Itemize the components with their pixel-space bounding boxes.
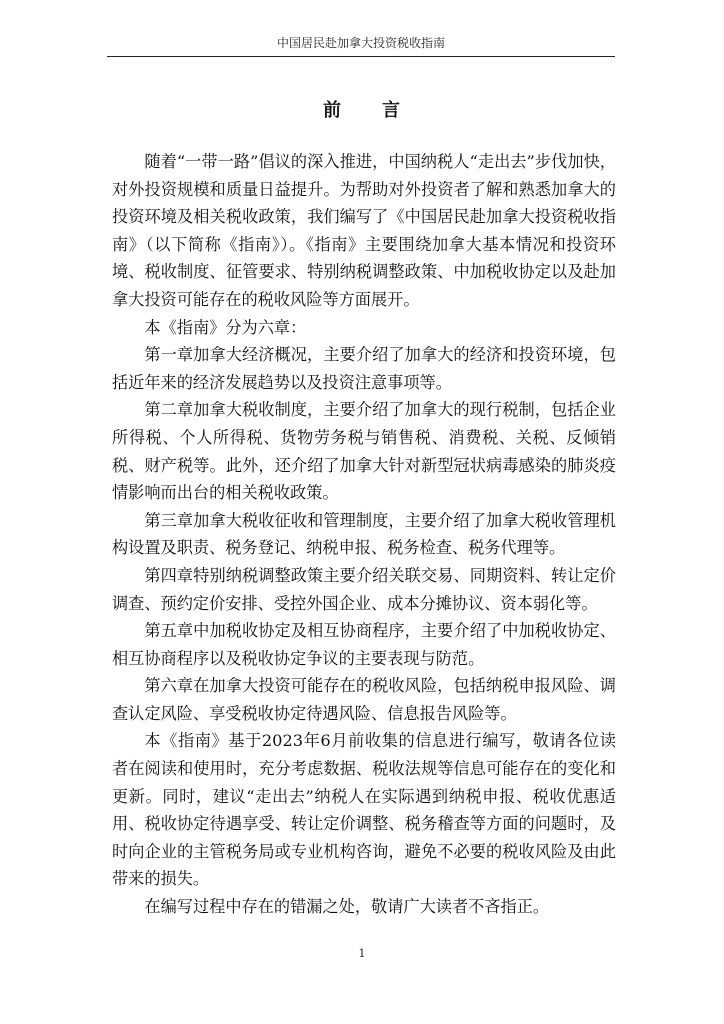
paragraph-disclaimer: 本《指南》基于2023年6月前收集的信息进行编写，敬请各位读者在阅读和使用时，充分考虑数据、税收法规等信息可能存在的变化和更新。同时，建议“走出去”纳税人在实际遇到纳税申报、税收优惠适用、税收协定待遇享受、转让定价调整、税务稽查等方面的问题时，及时向企业的主管税务局或专业机构咨询，避免不必要的税收风险及由此带来的损失。: [112, 731, 616, 889]
preface-body: [112, 148, 616, 921]
paragraph-chapter-3: 第三章加拿大税收征收和管理制度，主要介绍了加拿大税收管理机构设置及职责、税务登记、纳税申报、税务检查、税务代理等。: [112, 510, 616, 558]
page-title: [0, 97, 724, 125]
paragraph-chapter-4: 第四章特别纳税调整政策主要介绍关联交易、同期资料、转让定价调查、预约定价安排、受控外国企业、成本分摊协议、资本弱化等。: [112, 565, 616, 613]
page-title-part2: 言: [382, 100, 401, 121]
running-header: 中国居民赴加拿大投资税收指南: [107, 32, 615, 57]
paragraph-chapter-2: 第二章加拿大税收制度，主要介绍了加拿大的现行税制，包括企业所得税、个人所得税、货物劳务税与销售税、消费税、关税、反倾销税、财产税等。此外，还介绍了加拿大针对新型冠状病毒感染的肺炎疫情影响而出台的相关税收政策。: [112, 400, 616, 503]
paragraph-intro: 随着“一带一路”倡议的深入推进，中国纳税人“走出去”步伐加快，对外投资规模和质量日益提升。为帮助对外投资者了解和熟悉加拿大的投资环境及相关税收政策，我们编写了《中国居民赴加拿大投资税收指南》（以下简称《指南》）。《指南》主要围绕加拿大基本情况和投资环境、税收制度、征管要求、特别纳税调整政策、中加税收协定以及赴加拿大投资可能存在的税收风险等方面展开。: [112, 152, 616, 309]
page-title-part1: 前: [323, 100, 342, 121]
page-number: 1: [358, 947, 366, 960]
paragraph-structure: 本《指南》分为六章：: [144, 317, 307, 337]
paragraph-chapter-1: 第一章加拿大经济概况，主要介绍了加拿大的经济和投资环境，包括近年来的经济发展趋势以及投资注意事项等。: [112, 345, 616, 392]
paragraph-closing: 在编写过程中存在的错漏之处，敬请广大读者不吝指正。: [144, 897, 550, 917]
paragraph-chapter-6: 第六章在加拿大投资可能存在的税收风险，包括纳税申报风险、调查认定风险、享受税收协定待遇风险、信息报告风险等。: [112, 676, 616, 723]
paragraph-chapter-5: 第五章中加税收协定及相互协商程序，主要介绍了中加税收协定、相互协商程序以及税收协定争议的主要表现与防范。: [112, 621, 616, 668]
